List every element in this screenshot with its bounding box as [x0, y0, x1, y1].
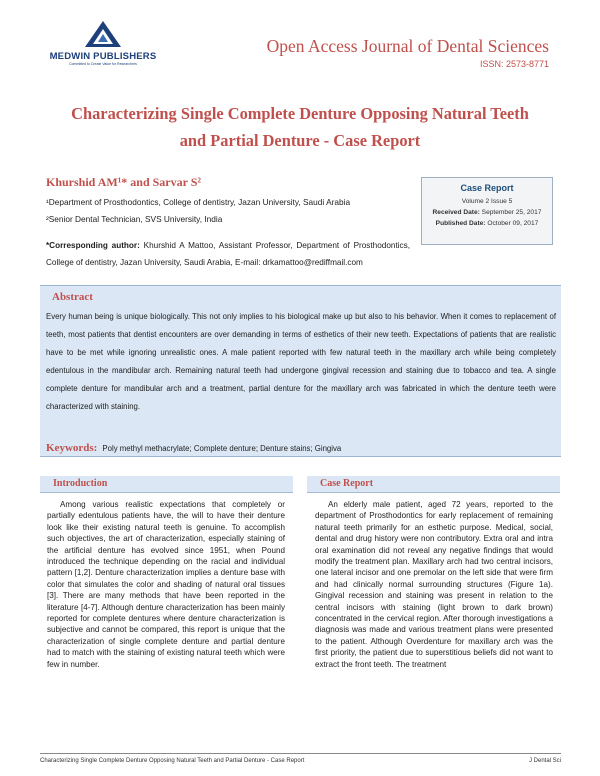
corresponding-author-label: *Corresponding author:: [46, 241, 140, 250]
case-report-heading: Case Report: [307, 476, 560, 493]
abstract-heading: Abstract: [52, 291, 93, 303]
article-type: Case Report: [460, 183, 514, 193]
medwin-logo-icon: [81, 20, 125, 50]
keywords: [46, 436, 341, 455]
introduction-heading: Introduction: [40, 476, 293, 493]
authors: Khurshid AM¹* and Sarvar S²: [46, 175, 202, 189]
published-date: [422, 220, 552, 227]
logo-name: MEDWIN PUBLISHERS: [49, 51, 157, 62]
affiliation-2: ²Senior Dental Technician, SVS University, India: [46, 214, 223, 224]
keywords-text: Poly methyl methacrylate; Complete denture; Denture stains; Gingiva: [102, 444, 342, 453]
published-date-label: Published Date:: [435, 220, 486, 227]
case-report-text: An elderly male patient, aged 72 years, reported to the department of Prosthodontics for early replacement of remaining natural teeth primarily for an esthetic purpose. Medical, social, dental and drug history were non contributory. Extra oral and intra oral examination did not reveal any negative findings that would modify the treatment plan. Maxillary arch had two central incisors, one lateral incisor and one premolar on the left side that were firm and had clinically normal surrounding structures (Figure 1a). Gingival recession and staining was present in relation to the central incisors with staining (light brown to dark brown) concentrated in the cervical region. After thorough investigations a diagnosis was made and various treatment plans were presented to the patient. Although Overdenture for maxillary arch was the first priority, the patient due to superstitious beliefs did not want to extract the front teeth. The treatment: [315, 500, 553, 669]
abstract-text: Every human being is unique biologically. This not only implies to his biological make up but also to his behavior. When it comes to replacement of teeth, most patients that dentist encounters are over demanding in terms of esthetics of their new teeth. Expectations of patients that are realistic have to be met while ignoring unrealistic ones. A male patient reported with few natural teeth in the maxillary arch while being completely edentulous in the mandibular arch. Remaining natural teeth had undergone gingival recession and staining due to tobacco and tea. A single complete denture for mandibular arch and a treatment, partial denture for the maxillary arch was fabricated in which the denture teeth were characterized with staining.: [46, 312, 556, 411]
logo-tagline: Committed to Create Value for Researchers: [69, 62, 137, 66]
journal-header: [267, 36, 549, 69]
keywords-label: Keywords:: [46, 442, 98, 454]
received-date-label: Received Date:: [432, 209, 480, 216]
abstract-section: [40, 285, 561, 457]
article-title: [40, 100, 560, 154]
journal-issn: ISSN: 2573-8771: [479, 59, 549, 69]
footer-journal: J Dental Sci: [528, 758, 561, 764]
received-date-value: September 25, 2017: [481, 209, 542, 216]
introduction-text: Among various realistic expectations that completely or partially edentulous patients have, the will to have their denture look like their existing natural teeth is genuine. To accomplish such objectives, the art of characterization, especially staining of the artificial denture has evolved since 1951, when Pound introduced the technique depending on the racial and individual pattern [1,2]. Denture characterization implies a denture base with color that simulates the color and shading of natural oral tissues [3]. There are many methods that have been reported in the literature [4-7]. Although denture characterization has been mainly reported for complete dentures where denture characterization is subjective and cannot be compared, this report is unique that the characterization of single complete denture and partial denture had to match with the staining of existing natural teeth which were few in number.: [47, 500, 285, 669]
article-title-line-1: Characterizing Single Complete Denture Opposing Natural Teeth: [71, 104, 529, 123]
volume-issue: Volume 2 Issue 5: [461, 198, 513, 205]
page-footer: [40, 753, 561, 764]
corresponding-author-text: Khurshid A Mattoo, Assistant Professor, Department of Prosthodontics, College of dentistry, Jazan University, Saudi Arabia, E-mail: drkamattoo@rediffmail.com: [46, 241, 411, 267]
journal-title: Open Access Journal of Dental Sciences: [266, 36, 549, 56]
corresponding-author: [46, 237, 410, 271]
published-date-value: October 09, 2017: [487, 220, 539, 227]
publisher-logo: [48, 20, 158, 66]
affiliation-1: ¹Department of Prosthodontics, College of dentistry, Jazan University, Saudi Arabia: [46, 197, 351, 207]
received-date: [422, 209, 552, 216]
footer-article-title: Characterizing Single Complete Denture Opposing Natural Teeth and Partial Denture - Case Report: [40, 758, 305, 764]
article-info-box: [421, 177, 553, 245]
article-title-line-2: and Partial Denture - Case Report: [179, 131, 421, 150]
